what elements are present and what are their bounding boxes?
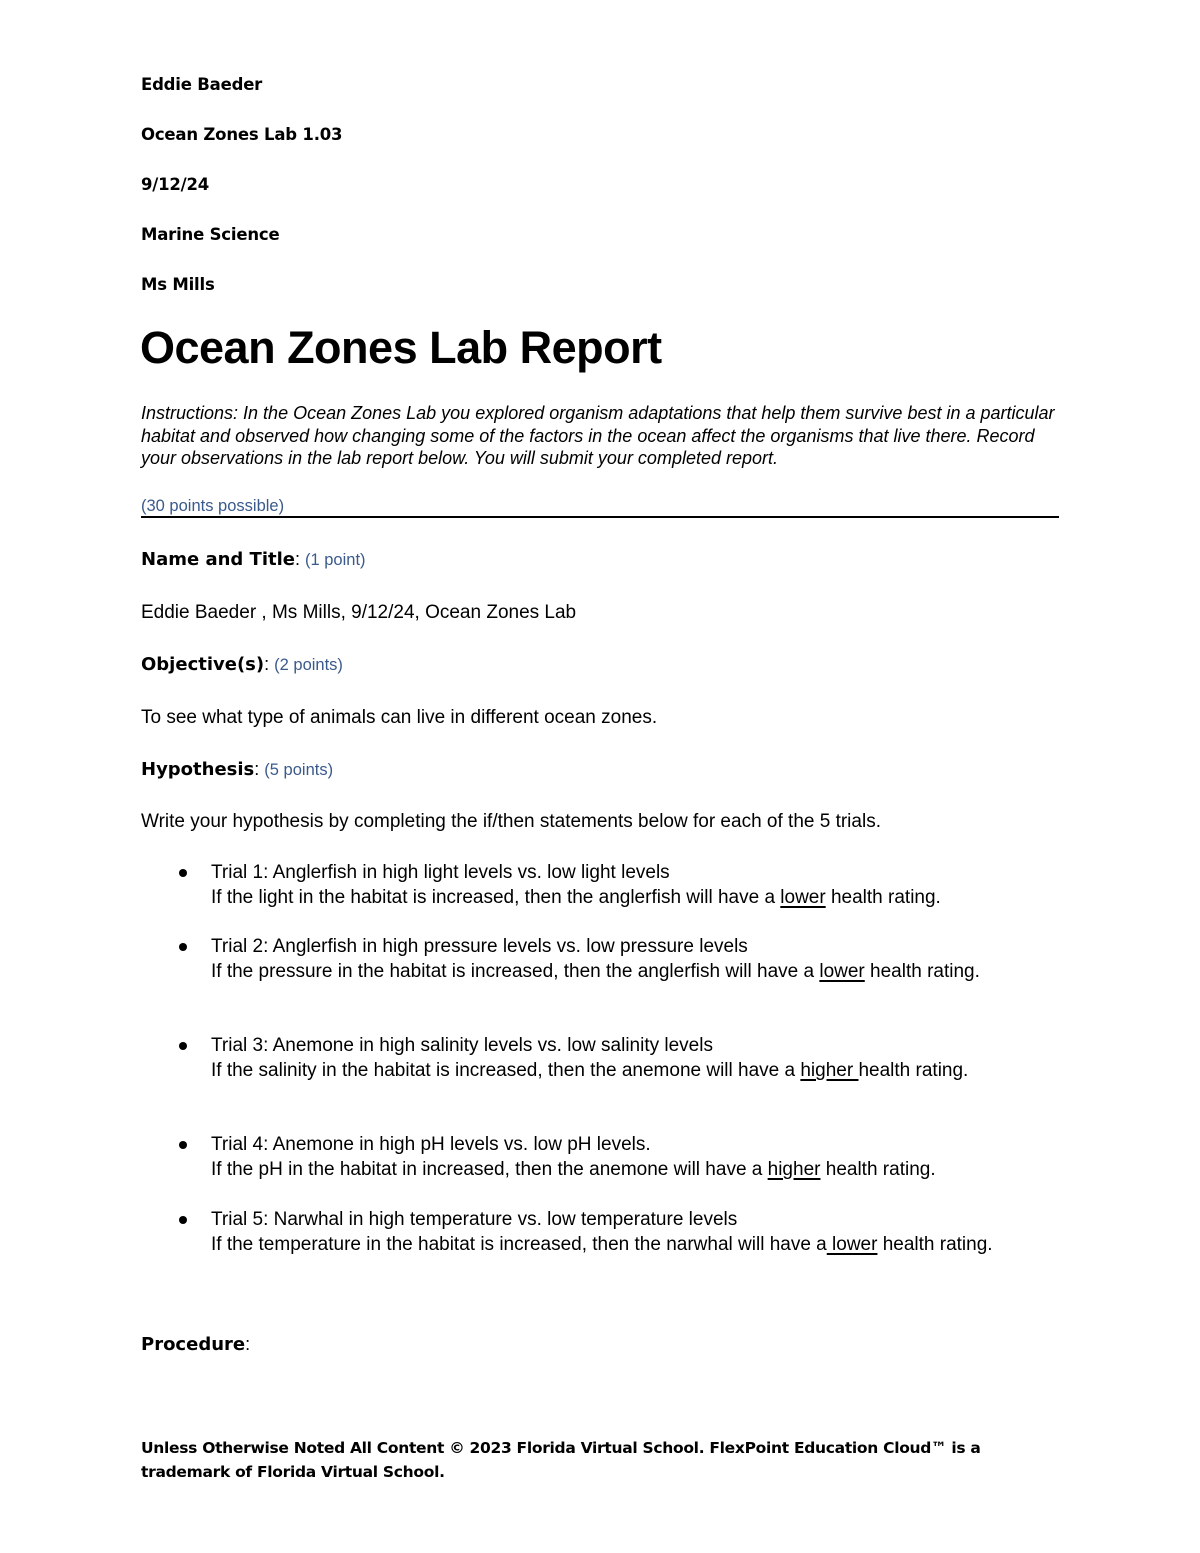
report-title: Ocean Zones Lab Report	[140, 322, 662, 373]
trial-answer: lower	[819, 961, 865, 982]
trial-item-5	[211, 1207, 1061, 1257]
trial-statement: If the pressure in the habitat is increased, then the anglerfish will have a lower health rating.	[211, 961, 980, 982]
bullet-icon	[179, 1216, 187, 1224]
trial-item-3	[211, 1033, 1061, 1083]
procedure-heading: Procedure:	[141, 1334, 251, 1355]
points-possible-rule	[141, 497, 1059, 518]
course-name: Marine Science	[141, 225, 280, 244]
lab-title: Ocean Zones Lab 1.03	[141, 125, 343, 144]
bullet-icon	[179, 943, 187, 951]
trial-statement: If the salinity in the habitat is increased, then the anemone will have a higher health rating.	[211, 1060, 969, 1081]
trial-statement: If the pH in the habitat in increased, then the anemone will have a higher health rating.	[211, 1159, 936, 1180]
teacher-name: Ms Mills	[141, 275, 215, 294]
trial-answer: higher	[800, 1060, 859, 1081]
instructions: Instructions: In the Ocean Zones Lab you explored organism adaptations that help them survive best in a particular habitat and observed how changing some of the factors in the ocean affect the organisms that live there. Record your observations in the lab report below. You will submit your completed report.	[141, 403, 1055, 468]
trial-answer: lower	[826, 1234, 878, 1255]
name-title-heading: Name and Title: (1 point)	[141, 549, 366, 570]
name-title-points: (1 point)	[305, 551, 366, 569]
objective-answer: To see what type of animals can live in different ocean zones.	[141, 707, 658, 728]
trial-answer: lower	[780, 887, 826, 908]
points-possible: (30 points possible)	[141, 497, 285, 515]
bullet-icon	[179, 869, 187, 877]
objective-label: Objective(s)	[141, 654, 265, 675]
student-name: Eddie Baeder	[141, 75, 263, 94]
name-title-label: Name and Title	[141, 549, 295, 570]
bullet-icon	[179, 1141, 187, 1149]
procedure-label: Procedure	[141, 1334, 246, 1355]
trial-item-1	[211, 860, 1061, 910]
trial-statement: If the light in the habitat is increased, then the anglerfish will have a lower health rating.	[211, 887, 941, 908]
trial-title: Trial 2: Anglerfish in high pressure levels vs. low pressure levels	[211, 936, 748, 957]
name-title-answer: Eddie Baeder , Ms Mills, 9/12/24, Ocean Zones Lab	[141, 602, 577, 623]
hypothesis-points: (5 points)	[264, 761, 334, 779]
trial-item-2	[211, 934, 1061, 984]
objective-points: (2 points)	[274, 656, 343, 674]
bullet-icon	[179, 1042, 187, 1050]
copyright-footer: Unless Otherwise Noted All Content © 2023 Florida Virtual School. FlexPoint Education Cloud™ is a trademark of Florida Virtual School.	[141, 1439, 981, 1481]
trial-answer: higher	[767, 1159, 821, 1180]
trial-title: Trial 5: Narwhal in high temperature vs. low temperature levels	[211, 1209, 738, 1230]
objective-heading: Objective(s): (2 points)	[141, 654, 343, 675]
trial-title: Trial 3: Anemone in high salinity levels vs. low salinity levels	[211, 1035, 713, 1056]
trial-statement: If the temperature in the habitat is increased, then the narwhal will have a lower health rating.	[211, 1234, 993, 1255]
trial-title: Trial 1: Anglerfish in high light levels vs. low light levels	[211, 862, 670, 883]
trial-title: Trial 4: Anemone in high pH levels vs. low pH levels.	[211, 1134, 651, 1155]
hypothesis-heading: Hypothesis: (5 points)	[141, 759, 334, 780]
date: 9/12/24	[141, 175, 210, 194]
hypothesis-label: Hypothesis	[141, 759, 255, 780]
hypothesis-prompt: Write your hypothesis by completing the if/then statements below for each of the 5 trials.	[141, 811, 881, 832]
trial-item-4	[211, 1132, 1061, 1182]
